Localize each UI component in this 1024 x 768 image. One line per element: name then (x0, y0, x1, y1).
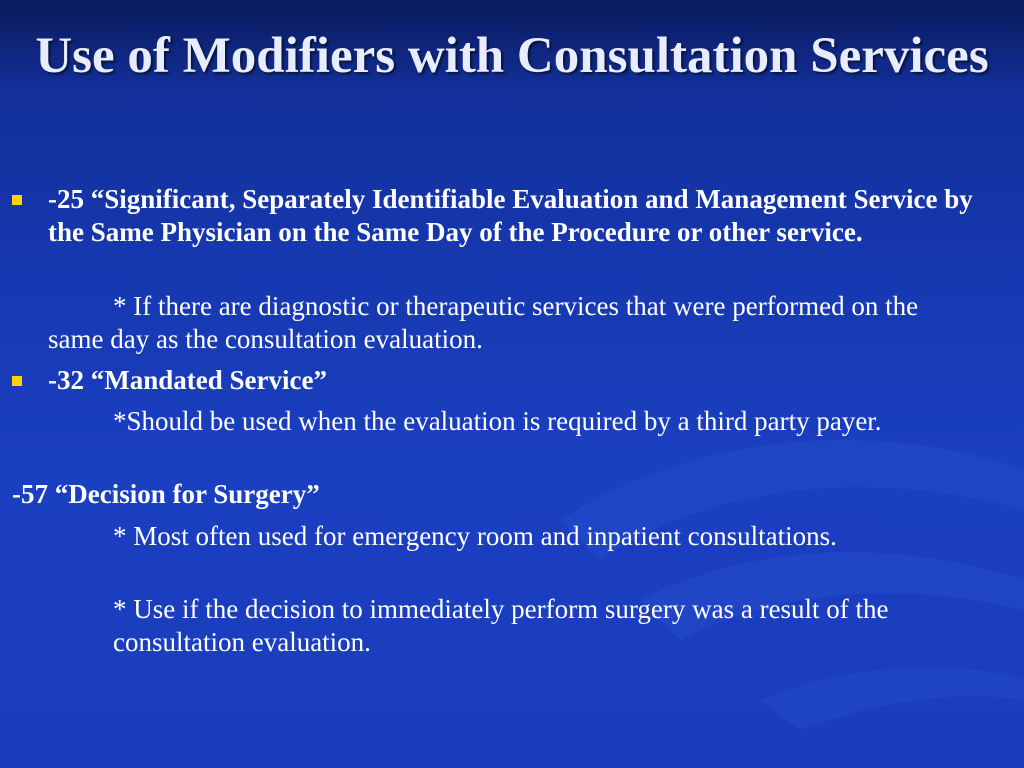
modifier-57-heading: -57 “Decision for Surgery” (12, 479, 320, 509)
bullet-item-modifier-25 (12, 183, 1002, 249)
bullet-note: *Should be used when the evaluation is required by a third party payer. (113, 406, 882, 436)
square-bullet-icon (12, 195, 22, 205)
bullet-heading: -32 “Mandated Service” (48, 365, 327, 395)
slide-title: Use of Modifiers with Consultation Services (35, 28, 989, 84)
square-bullet-icon (12, 376, 22, 386)
bullet-note: * Use if the decision to immediately perform surgery was a result of the consultation evaluation. (113, 594, 889, 657)
bullet-note: * Most often used for emergency room and inpatient consultations. (113, 521, 837, 551)
bullet-item-modifier-32 (12, 364, 1002, 397)
bullet-heading: -25 “Significant, Separately Identifiable Evaluation and Management Service by the Same Physician on the Same Day of the Procedure or other service. (48, 184, 973, 247)
bullet-note: * If there are diagnostic or therapeutic services that were performed on the same day as the consultation evaluation. (48, 291, 919, 354)
